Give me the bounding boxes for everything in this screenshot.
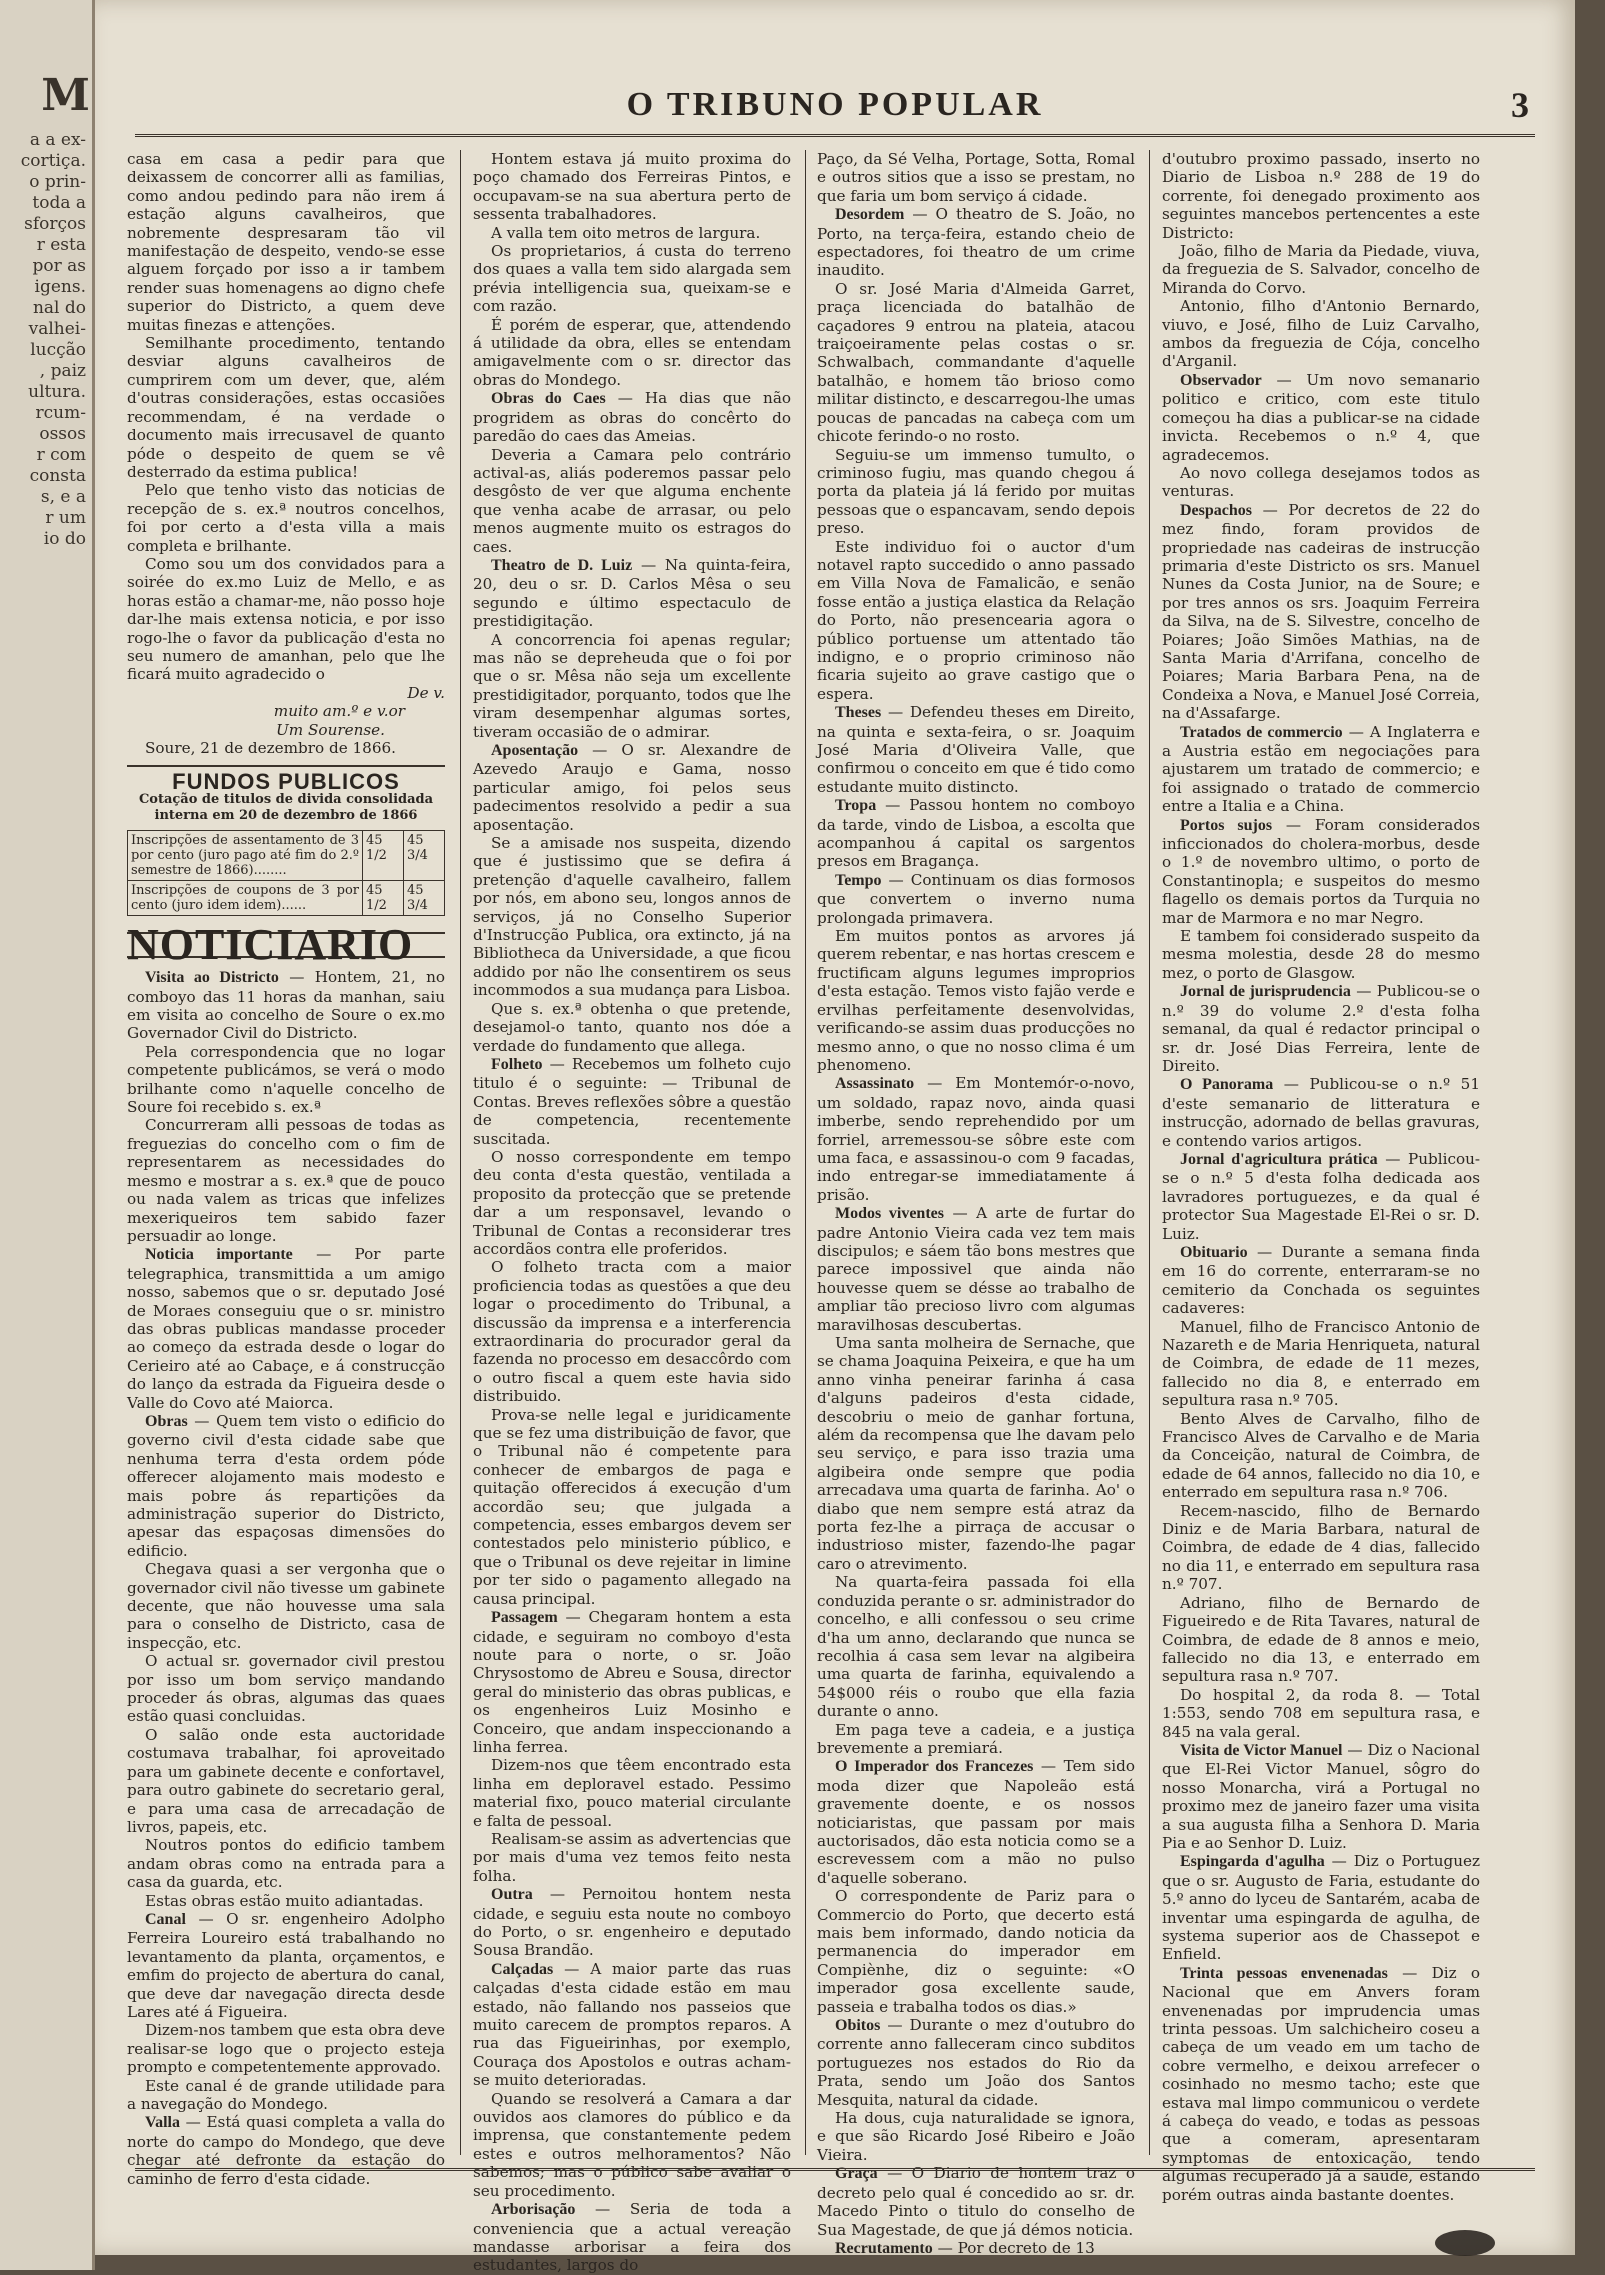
item-text: — Ha dias que não progridem as obras do concêrto do paredão do caes das Ameias. [473, 389, 792, 446]
margin-letter: M [41, 70, 90, 121]
article-text: E tambem foi considerado suspeito da mesma molestia, desde 28 do mesmo mez, o porto de Glasgow. [1162, 927, 1480, 982]
bond-quotes-table [127, 830, 445, 916]
item-heading: Passagem [491, 1609, 558, 1627]
article-text: Que s. ex.ª obtenha o que pretende, desejamol-o tanto, quanto nos dóe a verdade do fundamento que allega. [473, 999, 791, 1055]
item-text: — Chegaram hontem a esta cidade, e seguiram no comboyo d'esta noute para o norte, o sr. João Chrysostomo de Abreu e Sousa, director geral do ministerio das obras publicas, e os engenheiros Luiz Mosinho e Conceiro, que andam inspeccionando a linha ferrea. [473, 1608, 792, 1756]
item-text: — Continuam os dias formosos que convertem o inverno numa prolongada primavera. [817, 870, 1135, 927]
item-heading: Portos sujos [1180, 816, 1273, 834]
newspaper-page [95, 0, 1575, 2275]
noticiario-heading: NOTICIARIO [127, 932, 445, 958]
item-heading: O Panorama [1180, 1076, 1274, 1094]
signature-line: muito am.º e v.or [273, 702, 405, 721]
item-text: — Passou hontem no comboyo da tarde, vindo de Lisboa, a escolta que acompanhou á capital os sargentos presos em Bragança. [817, 796, 1135, 871]
item-heading: Folheto [491, 1055, 543, 1073]
article-text: Em muitos pontos as arvores já querem rebentar, e nas hortas crescem e fructificam alguns legumes improprios d'esta estação. Temos visto fajão verde e ervilhas perfeitamente desenvolvidas, verificando-se assim duas producções no mesmo anno, o que no nosso clima é um phenomeno. [817, 927, 1135, 1074]
bond-label: Inscripções de coupons de 3 por cento (juro idem idem)...... [128, 880, 363, 915]
article-text: Na quarta-feira passada foi ella conduzida perante o sr. administrador do concelho, e alli confessou o seu crime d'ha um anno, declarando que nunca se recolhia á casa sem levar na algibeira uma quarta de farinha, equivalendo a 54$000 réis o roubo que ella fazia durante o anno. [817, 1573, 1135, 1721]
item-text: — Seria de toda a conveniencia que a actual vereação mandasse arborisar a feira dos estudantes, largos do [473, 2200, 791, 2275]
article-text: Chegava quasi a ser vergonha que o governador civil não tivesse um gabinete decente, que não houvesse uma sala para o conselho de Districto, casa de inspecção, etc. [127, 1560, 445, 1652]
article-text: Recem-nascido, filho de Bernardo Diniz e de Maria Barbara, natural de Coimbra, de edade de 4 dias, fallecido no dia 11, e enterrado em sepultura rasa n.º 707. [1162, 1501, 1480, 1594]
column-3 [817, 150, 1136, 2257]
article-text: Bento Alves de Carvalho, filho de Francisco Alves de Carvalho e de Maria da Conceição, natural de Coimbra, de edade de 64 annos, fallecido no dia 10, e enterrado em sepultura rasa n.º 706. [1162, 1409, 1480, 1502]
article-text: É porém de esperar, que, attendendo á utilidade da obra, elles se entendam amigavelmente com o sr. director das obras do Mondego. [473, 315, 791, 389]
item-heading: Theatro de D. Luiz [491, 556, 633, 574]
item-text: — A maior parte das ruas calçadas d'esta cidade estão em mau estado, não fallando nos passeios que muito carecem de promptos reparos. A rua das Figueirinhas, por exemplo, Couraça dos Apostolos e outras acham-se muito deterioradas. [473, 1959, 791, 2090]
article-text: Pela correspondencia que no logar competente publicámos, se verá o modo brilhante como n'aquelle concelho de Soure foi recebido s. ex.ª [127, 1042, 445, 1117]
article-text: Dizem-nos tambem que esta obra deve realisar-se logo que o projecto esteja prompto e competentemente approvado. [127, 2021, 445, 2077]
item-text: — A arte de furtar do padre Antonio Vieira cada vez tem mais discipulos; e sáem tão bons mestres que parece impossivel que ainda não houvesse quem se désse ao trabalho de ampliar tão precioso livro com algumas maravilhosas descubertas. [817, 1204, 1135, 1334]
article-text: Os proprietarios, á custa do terreno dos quaes a valla tem sido alargada sem prévia intelligencia sua, queixam-se e com razão. [473, 242, 791, 316]
column-2 [473, 150, 792, 2275]
item-text: — Diz o Nacional que em Anvers foram envenenadas por imprudencia umas trinta pessoas. Um salchicheiro coseu a cabeça de um veado em um tacho de cobre vermelho, e deixou arrefecer o cosinhado no mesmo tacho; este que estava mal limpo communicou o verdete á cabeça do veado, e todas as pessoas que a comeram, apresentaram symptomas de entoxicação, tendo algumas recuperado já a saude, estando porém outras ainda bastante doentes. [1162, 1963, 1481, 2204]
article-text: O salão onde esta auctoridade costumava trabalhar, foi aproveitado para um gabinete decente e confortavel, para outro gabinete do secretario geral, e para uma casa de arrecadação de livros, papeis, etc. [127, 1725, 445, 1836]
article-text: A concorrencia foi apenas regular; mas não se depreheuda que o foi por que o sr. Mêsa não seja um excellente prestidigitador, porquanto, todos que lhe viram desempenhar algumas sortes, tiveram occasião de o admirar. [473, 630, 791, 741]
article-text: Noutros pontos do edificio tambem andam obras como na entrada para a casa da guarda, etc. [127, 1836, 445, 1892]
article-text: Pelo que tenho visto das noticias de recepção de s. ex.ª noutros concelhos, foi por certo a d'esta villa a mais completa e brilhante. [127, 481, 445, 555]
item-text: — Diz o Portuguez que o sr. Augusto de Faria, estudante do 5.º anno do lyceu de Santarém, acaba de inventar uma espingarda de agulha, de systema superior aos de Chassepot e Enfield. [1162, 1852, 1481, 1964]
article-text: Seguiu-se um immenso tumulto, o criminoso fugiu, mas quando chegou á porta da plateia já lá ferido por muitas pessoas que o espancavam, sendo depois preso. [817, 445, 1135, 538]
bond-buy: 45 1/2 [363, 880, 404, 915]
item-text: — Por decretos de 22 do mez findo, foram providos de propriedade nas cadeiras de instrucção primaria d'este Districto os srs. Manuel Nunes da Costa Junior, na de Soure; e por tres annos os srs. Joaquim Ferreira da Silva, na de S. Silvestre, concelho de Poiares; João Simões Mathias, na de Santa Maria d'Arrifana, concelho de Poiares; Maria Barbara Pena, na de Condeixa a Nova, e Manuel José Correia, na d'Assafarge. [1162, 500, 1480, 723]
item-text: — Em Montemór-o-novo, um soldado, rapaz novo, ainda quasi imberbe, sendo reprehendido por um forriel, arremessou-se sôbre este com uma faca, e assassinou-o com 9 facadas, indo entregar-se immediatamente á prisão. [817, 1074, 1136, 1204]
article-text: Antonio, filho d'Antonio Bernardo, viuvo, e José, filho de Luiz Carvalho, ambos da freguezia de Cója, concelho d'Arganil. [1162, 297, 1480, 371]
article-text: A valla tem oito metros de largura. [491, 223, 761, 242]
article-text: Hontem estava já muito proxima do poço chamado dos Ferreiras Pintos, e occupavam-se na sua abertura perto de sessenta trabalhadores. [473, 150, 791, 224]
column-rule [460, 150, 461, 2155]
article-text: Uma santa molheira de Sernache, que se chama Joaquina Peixeira, e que ha um anno vinha peneirar farinha á casa d'alguns padeiros d'esta cidade, descobriu o meio de ganhar fortuna, além da recompensa que lhe davam pelo seu serviço, e para isso trazia uma algibeira onde sempre que podia arrecadava uma quarta de farinha. Ao' o diabo que nem sempre está atraz da porta fez-lhe a pirraça de accusar o industrioso mister, fazendo-lhe pagar caro o atrevimento. [817, 1334, 1135, 1573]
margin-text-fragments: a a ex- cortiça. o prin- toda a sforços r esta por as igens. nal do valhei- lucção , paiz ultura. rcum- ossos r com consta s, e a r um io do [20, 130, 86, 549]
item-text: — Por parte telegraphica, transmittida a um amigo nosso, sabemos que o sr. deputado José de Moraes conseguiu que o sr. ministro das obras publicas mandasse proceder ao começo da estrada desde o logar do Cerieiro até ao Cabaçe, e á construcção do lanço da estrada da Figueira desde o Valle do Covo até Maiorca. [127, 1245, 445, 1412]
item-heading: Trinta pessoas envenenadas [1180, 1964, 1388, 1982]
item-heading: Observador [1180, 371, 1262, 389]
table-row [128, 880, 445, 915]
article-text: Este individuo foi o auctor d'um notavel rapto succedido o anno passado em Villa Nova de Famalicão, e senão fosse então a justiça elastica da Relação do Porto, não presencearia agora o público portuense um attentado tão indigno, e o proprio criminoso não ficaria sujeito ao grave castigo que o espera. [817, 537, 1135, 703]
ink-stain [1435, 2230, 1495, 2256]
fundos-subtitle: Cotação de titulos de divida consolidada interna em 20 de dezembro de 1866 [138, 791, 434, 823]
item-heading: Canal [145, 1910, 186, 1928]
table-row [128, 830, 445, 880]
item-heading: Desordem [835, 206, 905, 224]
item-text: — O Diario de hontem traz o decreto pelo qual é concedido ao sr. dr. Macedo Pinto o titulo do conselho de Sua Magestade, de que já démos noticia. [817, 2164, 1136, 2239]
column-rule [805, 150, 806, 2155]
article-text: Ha dous, cuja naturalidade se ignora, e que são Ricardo José Ribeiro e João Vieira. [817, 2109, 1135, 2164]
column-rule [1149, 150, 1150, 2155]
bond-buy: 45 1/2 [363, 830, 404, 880]
bottom-rule [135, 2168, 1535, 2174]
article-text: Quando se resolverá a Camara a dar ouvidos aos clamores do público e da imprensa, que constantemente pedem estes e outros melhoramentos? Não sabemos; mas o público sabe avaliar o seu procedimento. [473, 2089, 791, 2200]
item-text: — Diz o Nacional que El-Rei Victor Manuel, sôgro do nosso Monarcha, virá a Portugal no proximo mez de janeiro fazer uma visita a sua augusta filha a Senhora D. Maria Pia e ao Senhor D. Luiz. [1162, 1740, 1480, 1852]
article-text: O correspondente de Pariz para o Commercio do Porto, que decerto está mais bem informado, dando noticia da permanencia do imperador em Compiènhe, diz o seguinte: «O imperador gosa excellente saude, passeia e trabalha todos os dias.» [817, 1887, 1135, 2016]
item-text: — Está quasi completa a valla do norte do campo do Mondego, que deve chegar até defronte da estação do caminho de ferro d'esta cidade. [127, 2113, 445, 2188]
item-text: — Por decreto de 13 [937, 2238, 1095, 2257]
article-text: Semilhante procedimento, tentando desviar alguns cavalheiros de cumprirem com um dever, que, além d'outras considerações, estas occasiões recommendam, é na verdade o documento mais irrecusavel de quanto póde o despeito de quem se vê desterrado da estima publica! [127, 334, 445, 481]
item-text: — A Inglaterra e a Austria estão em negociações para ajustarem um tratado de commercio; e foi assignado o tratado de commercio entre a Italia e a China. [1162, 722, 1480, 816]
item-text: — Tem sido moda dizer que Napoleão está gravemente doente, e os nossos noticiaristas, que passam por mais auctorisados, dão esta noticia como se a escrevessem com a mão no pulso d'aquelle soberano. [817, 1757, 1135, 1887]
item-text: — O sr. Alexandre de Azevedo Araujo e Gama, nosso particular amigo, foi pelos seus padecimentos resolvido a pedir a sua aposentação. [473, 741, 791, 834]
article-text: Prova-se nelle legal e juridicamente que se fez uma distribuição de favor, que o Tribunal não é competente para conhecer de embargos de paga e quitação offerecidos á execução d'um accordão seu; que julgada a competencia, esses embargos devem ser contestados pelo ministerio público, e que o Tribunal os deve rejeitar in limine por ter sido o pagamento allegado na causa principal. [473, 1405, 791, 1608]
article-text: Ao novo collega desejamos todos as venturas. [1162, 463, 1480, 501]
masthead [135, 82, 1535, 137]
item-heading: Calçadas [491, 1960, 554, 1978]
item-heading: Theses [835, 704, 882, 722]
item-text: — Defendeu theses em Direito, na quinta e sexta-feira, o sr. Joaquim José Maria d'Oliveira Valle, que confirmou o conceito em que é tido como estudante muito distincto. [817, 703, 1136, 796]
item-text: — Hontem, 21, no comboyo das 11 horas da manhan, saiu em visita ao concelho de Soure o ex.mo Governador Civil do Districto. [127, 968, 445, 1043]
item-heading: Aposentação [491, 742, 579, 759]
item-text: — Publicou-se o n.º 39 do volume 2.º d'esta folha semanal, da qual é redactor principal o sr. dr. José Dias Ferreira, lente de Direito. [1162, 982, 1480, 1075]
column-4 [1162, 150, 1481, 2204]
fundos-title: FUNDOS PUBLICOS [127, 765, 445, 791]
article-text: Estas obras estão muito adiantadas. [145, 1891, 424, 1910]
article-text: Como sou um dos convidados para a soirée do ex.mo Luiz de Mello, e as horas estão a chamar-me, não posso hoje dar-lhe mais extensa noticia, e por isso rogo-lhe o favor da publicação d'esta no seu numero de amanhan, pelo que lhe ficará muito agradecido o [127, 554, 445, 684]
article-text: Manuel, filho de Francisco Antonio de Nazareth e de Maria Henriqueta, natural de Coimbra, de edade de 11 mezes, fallecido no dia 8, e enterrado em sepultura rasa n.º 705. [1162, 1317, 1480, 1410]
item-heading: Obras [145, 1412, 188, 1430]
item-text: — Um novo semanario politico e critico, com este titulo começou ha dias a publicar-se na cidade invicta. Recebemos o n.º 4, que agradecemos. [1162, 370, 1481, 464]
article-text: casa em casa a pedir para que deixassem de concorrer alli as familias, como andou pedindo para não irem á estação alguns cavalheiros, que nobremente despresaram tão vil manifestação de despeito, vendo-se esse alguem forçado por isso a ir tambem render suas homenagens ao digno chefe superior do Districto, a quem deve muitas finezas e attenções. [127, 150, 445, 334]
item-text: — O theatro de S. João, no Porto, na terça-feira, estando cheio de espectadores, foi theatro de um crime inaudito. [817, 205, 1136, 280]
item-heading: Jornal de jurisprudencia [1180, 983, 1351, 1001]
item-text: — Quem tem visto o edificio do governo civil d'esta cidade sabe que nenhuma terra d'esta ordem póde offerecer alojamento mais modesto e mais pobre ás repartições da administração superior do Districto, apesar das espaçosas dimensões do edificio. [127, 1411, 445, 1560]
item-heading: Despachos [1180, 501, 1253, 519]
item-heading: Visita de Victor Manuel [1180, 1741, 1343, 1759]
item-heading: Espingarda d'agulha [1180, 1853, 1325, 1871]
item-heading: Assassinato [835, 1075, 915, 1093]
page-number: 3 [1511, 85, 1529, 125]
item-heading: Obitos [835, 2017, 881, 2035]
item-heading: Graça [835, 2165, 878, 2183]
article-text: O nosso correspondente em tempo deu conta d'esta questão, ventilada a proposito da protecção que se pretende dar a um responsavel, levando o Tribunal de Contas a reconsiderar tres accordãos contra elle proferidos. [473, 1147, 791, 1258]
previous-page-edge [0, 0, 95, 2270]
article-text: Realisam-se assim as advertencias que por mais d'uma vez temos feito nesta folha. [473, 1829, 791, 1885]
item-heading: Jornal d'agricultura prática [1180, 1150, 1378, 1168]
article-text: Em paga teve a cadeia, e a justiça brevemente a premiará. [817, 1720, 1135, 1757]
item-heading: Tempo [835, 871, 882, 889]
article-text: O sr. José Maria d'Almeida Garret, praça licenciada do batalhão de caçadores 9 entrou na plateia, atacou traiçoeiramente pelas costas o sr. Schwalbach, commandante d'aquelle batalhão, e homem tão brioso como militar distincto, e descarregou-lhe umas poucas de pancadas na cabeça com um chicote ferindo-o no rosto. [817, 279, 1135, 446]
item-text: — Publicou-se o n.º 5 d'esta folha dedicada aos lavradores portuguezes, e da qual é protector Sua Magestade El-Rei o sr. D. Luiz. [1162, 1149, 1481, 1243]
item-text: — Pernoitou hontem nesta cidade, e seguiu esta noute no comboyo do Porto, o sr. engenheiro e deputado Sousa Brandão. [473, 1885, 792, 1960]
item-text: — Foram considerados inficcionados do cholera-morbus, desde o 1.º de novembro ultimo, o porto de Constantinopla; e suspeitos do mesmo flagello os demais portos da Turquia no mar de Marmora e no mar Negro. [1162, 815, 1480, 927]
fundos-publicos-section [127, 765, 445, 823]
item-heading: Obras do Caes [491, 390, 606, 408]
article-text: Concurreram alli pessoas de todas as freguezias do concelho com o fim de representarem as necessidades do mesmo e mostrar a s. ex.ª que de pouco ou nada valem as tricas que infelizes mexeriqueiros tem sabido fazer persuadir ao longe. [127, 1116, 445, 1245]
item-text: — Na quinta-feira, 20, deu o sr. D. Carlos Mêsa o seu segundo e último espectaculo de prestidigitação. [473, 555, 792, 631]
item-heading: Visita ao Districto [145, 969, 279, 987]
item-heading: O Imperador dos Francezes [835, 1758, 1034, 1776]
item-heading: Arborisação [491, 2201, 576, 2219]
bond-sell: 45 3/4 [404, 830, 445, 880]
article-text: d'outubro proximo passado, inserto no Diario de Lisboa n.º 288 de 19 do corrente, foi denegado proximento aos seguintes mancebos pertencentes a este Districto: [1162, 150, 1480, 242]
columns [127, 150, 1497, 2275]
article-text: Adriano, filho de Bernardo de Figueiredo e de Rita Tavares, natural de Coimbra, de edade de 8 annos e meio, fallecido no dia 13, e enterrado em sepultura rasa n.º 707. [1162, 1593, 1480, 1686]
article-text: Deveria a Camara pelo contrário actival-as, aliás poderemos passar pelo desgôsto de ver que alguma enchente que venha acabe de arrasar, ou pelo menos augmente muito os estragos do caes. [473, 445, 791, 556]
item-text: — Durante o mez d'outubro do corrente anno falleceram cinco subditos portuguezes nos estados do Rio da Prata, sendo um João dos Santos Mesquita, natural da cidade. [817, 2016, 1135, 2109]
item-text: — Durante a semana finda em 16 do corrente, enterraram-se no cemiterio da Conchada os seguintes cadaveres: [1162, 1242, 1481, 1318]
item-heading: Obituario [1180, 1243, 1248, 1261]
item-heading: Noticia importante [145, 1246, 293, 1264]
article-text: Do hospital 2, da roda 8. — Total 1:553, sendo 708 em sepultura rasa, e 845 na vala geral. [1162, 1685, 1480, 1741]
item-heading: Recrutamento [835, 2239, 933, 2257]
column-1 [127, 150, 446, 2188]
article-text: Paço, da Sé Velha, Portage, Sotta, Romal e outros sitios que a isso se prestam, no que faria um bom serviço á cidade. [817, 150, 1135, 205]
bond-sell: 45 3/4 [404, 880, 445, 915]
article-text: O actual sr. governador civil prestou por isso um bom serviço mandando proceder ás obras, algumas das quaes estão quasi concluidas. [127, 1652, 445, 1726]
bond-label: Inscripções de assentamento de 3 por cento (juro pago até fim do 2.º semestre de 1866)........ [128, 830, 363, 880]
item-heading: Valla [145, 2114, 180, 2132]
article-text: Se a amisade nos suspeita, dizendo que é justissimo que se defira á pretenção d'aquelle cavalheiro, fallem por nós, em abono seu, longos annos de serviços, já no Conselho Superior d'Instrucção Publica, ora extincto, já na Bibliotheca da Universidade, a que ficou addido por não lhe consentirem os seus incommodos a sua mudança para Lisboa. [473, 834, 791, 1000]
article-text: O folheto tracta com a maior proficiencia todas as questões a que deu logar o procedimento do Tribunal, a discussão da imprensa e a interferencia extraordinaria do procurador geral da fazenda no processo em desaccôrdo com o outro fiscal a quem este havia sido distribuido. [473, 1258, 791, 1406]
item-heading: Outra [491, 1886, 533, 1904]
item-heading: Tratados de commercio [1180, 723, 1343, 741]
dateline: Soure, 21 de dezembro de 1866. [145, 739, 396, 757]
item-heading: Tropa [835, 797, 877, 815]
item-text: — Publicou-se o n.º 51 d'este semanario de litteratura e instrucção, adornado de bellas gravuras, e contendo varios artigos. [1162, 1075, 1480, 1150]
item-text: — Recebemos um folheto cujo titulo é o seguinte: — Tribunal de Contas. Breves reflexões sôbre a questão de competencia, recentemente suscitada. [473, 1054, 792, 1148]
item-text: — O sr. engenheiro Adolpho Ferreira Loureiro está trabalhando no levantamento da planta, orçamentos, e emfim do projecto de abertura do canal, que deve dar navegação directa desde Lares até á Figueira. [127, 1909, 446, 2021]
newspaper-title: O TRIBUNO POPULAR [626, 86, 1044, 123]
signature-line: De v. [407, 683, 445, 702]
item-heading: Modos viventes [835, 1205, 944, 1223]
article-text: João, filho de Maria da Piedade, viuva, da freguezia de S. Salvador, concelho de Miranda do Corvo. [1162, 242, 1480, 297]
article-text: Dizem-nos que têem encontrado esta linha em deploravel estado. Pessimo material fixo, pouco material circulante e falta de pessoal. [473, 1756, 791, 1830]
article-text: Este canal é de grande utilidade para a navegação do Mondego. [127, 2076, 445, 2113]
signature-name: Um Sourense. [276, 720, 385, 739]
